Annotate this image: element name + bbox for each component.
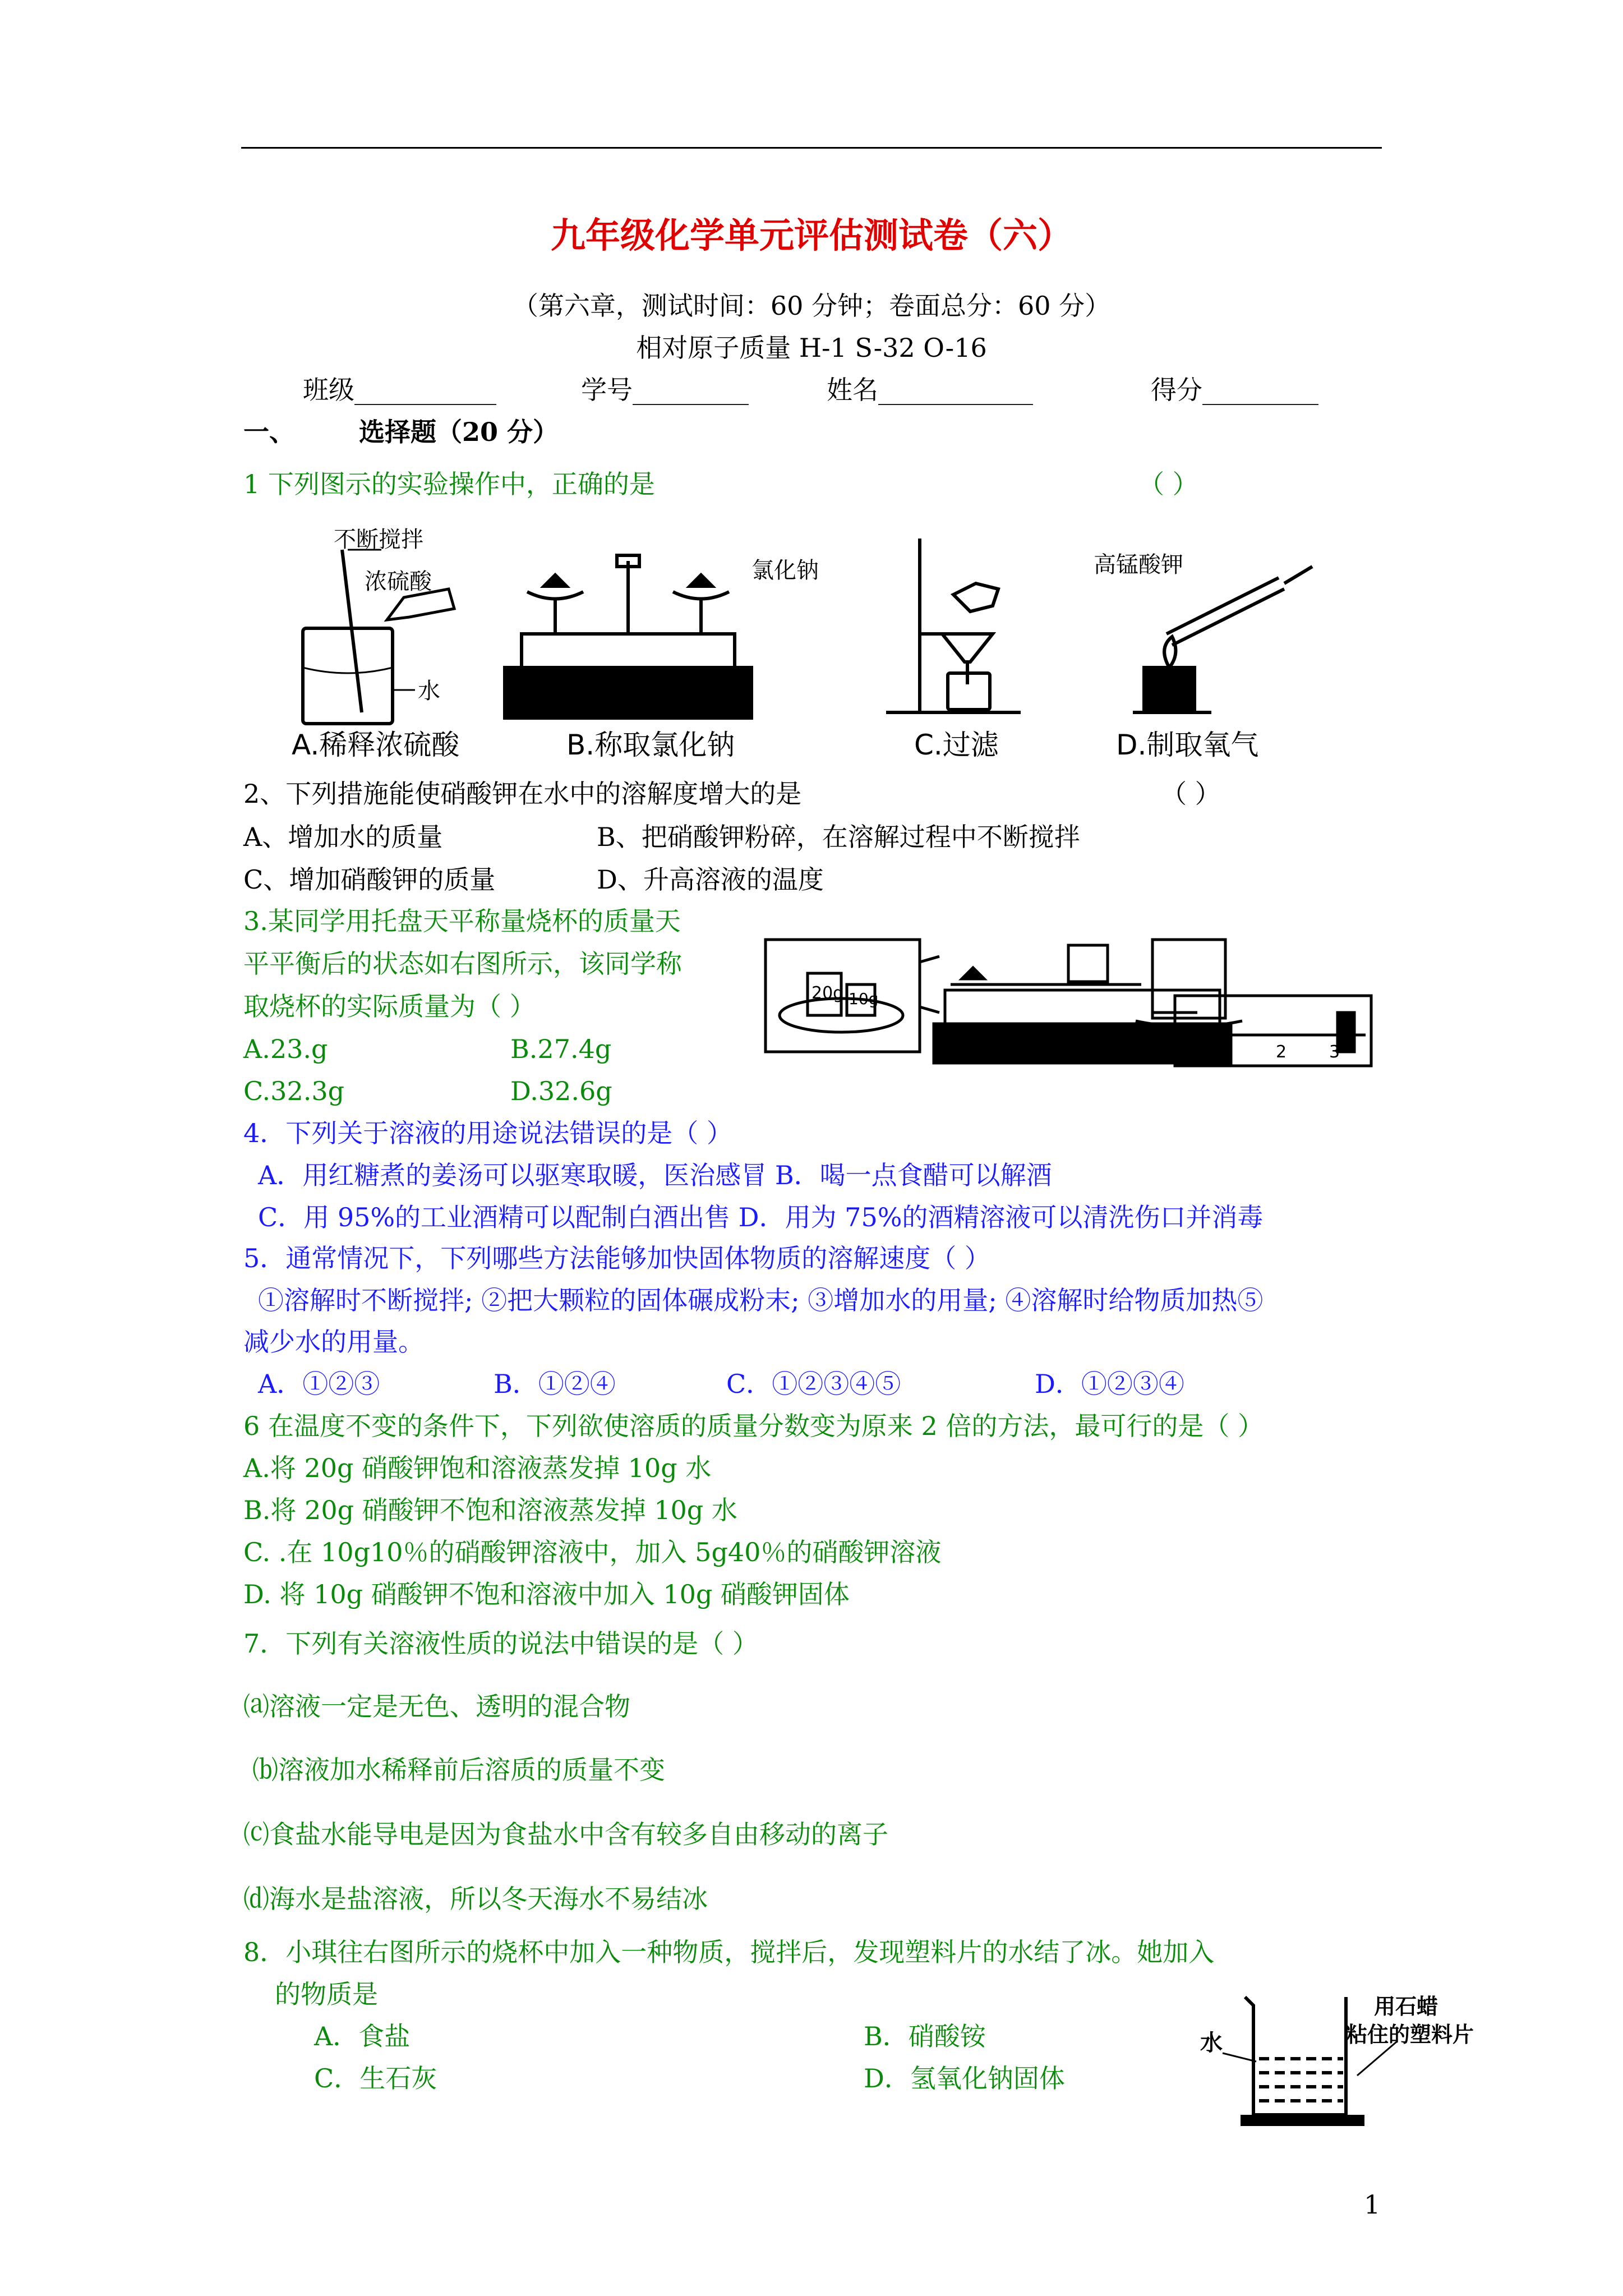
q7-option-b: ⒝溶液加水稀释前后溶质的质量不变 (252, 1755, 665, 1785)
q8-beaker-figure (1189, 1980, 1503, 2137)
q7-option-d: ⒟海水是盐溶液，所以冬天海水不易结冰 (243, 1884, 708, 1914)
figure-d-label: D.制取氧气 (1116, 729, 1259, 761)
q5-option-d: D．①②③④ (1035, 1369, 1184, 1399)
q6-option-d: D. 将 10g 硝酸钾不饱和溶液中加入 10g 硝酸钾固体 (243, 1579, 850, 1609)
q2-stem: 2、下列措施能使硝酸钾在水中的溶解度增大的是 (243, 779, 802, 809)
q8-option-a: A．食盐 (314, 2021, 411, 2051)
figure-c-label: C.过滤 (914, 729, 999, 761)
q7-option-a: ⒜溶液一定是无色、透明的混合物 (243, 1691, 630, 1722)
figure-a-note-water: 水 (418, 678, 440, 704)
q6-stem: 6 在温度不变的条件下，下列欲使溶质的质量分数变为原来 2 倍的方法，最可行的是（ ） (243, 1411, 1264, 1441)
q8-option-b: B．硝酸铵 (864, 2021, 986, 2051)
q3-option-c: C.32.3g (243, 1076, 345, 1106)
figure-b-label: B.称取氯化钠 (566, 729, 735, 761)
q8-figure-water: 水 (1200, 2030, 1223, 2056)
q3-option-b: B.27.4g (510, 1034, 612, 1064)
figure-a-note-stir: 不断搅拌 (334, 527, 423, 553)
q3-option-d: D.32.6g (510, 1076, 612, 1106)
q5-option-b: B．①②④ (494, 1369, 616, 1399)
page-subtitle: （第六章，测试时间：60 分钟；卷面总分：60 分） (512, 291, 1111, 321)
figure-d-oxygen (1133, 567, 1312, 712)
field-name: 姓名____________ (827, 375, 1033, 405)
q2-answer-bracket: （ ） (1161, 779, 1221, 809)
atomic-mass-line: 相对原子质量 H-1 S-32 O-16 (636, 333, 987, 363)
q8-stem-line1: 8．小琪往右图所示的烧杯中加入一种物质，搅拌后，发现塑料片的水结了冰。她加入 (243, 1937, 1215, 1967)
page-title: 九年级化学单元评估测试卷（六） (550, 215, 1072, 256)
q4-options-line2: C．用 95%的工业酒精可以配制白酒出售 D．用为 75%的酒精溶液可以清洗伤口并消毒 (258, 1202, 1264, 1232)
q3-balance-figure (760, 928, 1377, 1071)
field-class: 班级___________ (303, 375, 496, 405)
q6-option-a: A.将 20g 硝酸钾饱和溶液蒸发掉 10g 水 (243, 1453, 712, 1483)
q3-scale-2: 2 (1276, 1042, 1287, 1062)
q4-options-line1: A．用红糖煮的姜汤可以驱寒取暖，医治感冒 B．喝一点食醋可以解酒 (258, 1160, 1052, 1190)
figure-a-note-acid: 浓硫酸 (365, 569, 432, 595)
q6-option-c: C. .在 10g10％的硝酸钾溶液中，加入 5g40％的硝酸钾溶液 (243, 1537, 942, 1567)
q7-option-c: ⒞食盐水能导电是因为食盐水中含有较多自由移动的离子 (243, 1819, 888, 1849)
section-number: 一、 (243, 417, 295, 447)
q8-figure-note1: 用石蜡 (1374, 1994, 1438, 2019)
q6-option-b: B.将 20g 硝酸钾不饱和溶液蒸发掉 10g 水 (243, 1495, 737, 1525)
q5-stem: 5．通常情况下，下列哪些方法能够加快固体物质的溶解速度（ ） (243, 1243, 990, 1273)
q3-stem-line3: 取烧杯的实际质量为（ ） (243, 991, 536, 1022)
field-number: 学号_________ (581, 375, 749, 405)
q8-figure-note2: 粘住的塑料片 (1346, 2022, 1474, 2047)
q5-methods-line2: 减少水的用量。 (243, 1327, 424, 1357)
q3-stem-line2: 平平衡后的状态如右图所示，该同学称 (243, 949, 682, 979)
q2-option-d: D、升高溶液的温度 (597, 864, 824, 895)
q4-stem: 4．下列关于溶液的用途说法错误的是（ ） (243, 1118, 732, 1148)
field-score: 得分_________ (1151, 375, 1318, 405)
q8-option-c: C．生石灰 (314, 2063, 437, 2093)
figure-a-label: A.稀释浓硫酸 (292, 729, 460, 761)
section-title: 选择题（20 分） (359, 417, 559, 447)
q3-weight-10g: 10g (849, 990, 879, 1008)
figure-d-note: 高锰酸钾 (1094, 552, 1183, 578)
figure-b-balance (505, 555, 751, 718)
q3-option-a: A.23.g (243, 1034, 328, 1064)
q5-option-c: C．①②③④⑤ (726, 1369, 901, 1399)
q3-stem-line1: 3.某同学用托盘天平称量烧杯的质量天 (243, 906, 681, 936)
q8-option-d: D．氢氧化钠固体 (864, 2063, 1065, 2093)
q3-scale-1: 1 (1223, 1042, 1234, 1062)
q1-stem: 1 下列图示的实验操作中，正确的是 (243, 469, 655, 499)
q7-stem: 7．下列有关溶液性质的说法中错误的是（ ） (243, 1628, 758, 1659)
header-rule (241, 147, 1382, 149)
q3-scale-3: 3 (1329, 1042, 1340, 1062)
q1-answer-bracket: （ ） (1138, 469, 1198, 499)
page-number: 1 (1364, 2189, 1381, 2220)
q5-methods-line1: ①溶解时不断搅拌; ②把大颗粒的固体碾成粉末; ③增加水的用量; ④溶解时给物质加热⑤ (258, 1285, 1264, 1315)
q8-stem-line2: 的物质是 (275, 1979, 378, 2009)
q3-weight-20g: 20g (811, 983, 844, 1003)
q5-option-a: A．①②③ (258, 1369, 380, 1399)
q2-option-b: B、把硝酸钾粉碎，在溶解过程中不断搅拌 (597, 822, 1080, 852)
q1-figure (280, 527, 1318, 763)
q2-option-a: A、增加水的质量 (243, 822, 443, 852)
figure-c-filtration (886, 539, 1021, 712)
q2-option-c: C、增加硝酸钾的质量 (243, 864, 496, 895)
figure-b-note: 氯化钠 (751, 558, 819, 583)
